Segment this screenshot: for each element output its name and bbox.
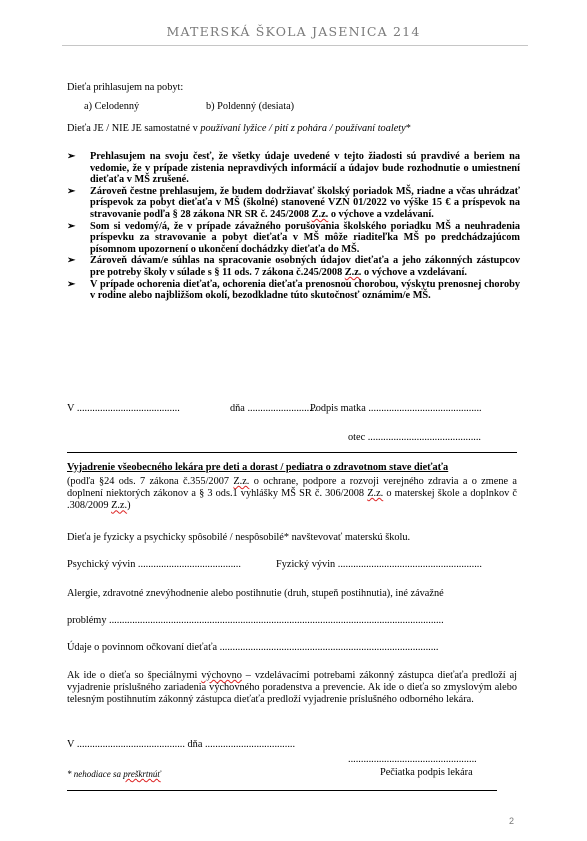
- bottom-divider: [67, 790, 497, 791]
- independence-options: používaní lyžice / pití z pohára / používaní toalety: [200, 123, 406, 134]
- mother-signature-field[interactable]: Podpis matka ............................................: [310, 403, 482, 414]
- father-signature-field[interactable]: otec ............................................: [348, 432, 481, 443]
- psychic-development-field[interactable]: Psychický vývin ........................................: [67, 559, 241, 570]
- section-divider: [67, 452, 517, 453]
- sign-place-field[interactable]: V ........................................: [67, 403, 180, 414]
- footnote: * nehodiace sa preškrtnúť: [67, 769, 161, 779]
- arrow-bullet-icon: ➢: [67, 278, 76, 290]
- header-divider: [62, 45, 528, 46]
- declaration-item: [67, 279, 520, 302]
- school-header: MATERSKÁ ŠKOLA JASENICA 214: [166, 24, 421, 39]
- declaration-item: [67, 186, 520, 221]
- doctor-signature-line[interactable]: ..................................................: [348, 754, 477, 765]
- declaration-text: Zároveň čestne prehlasujem, že budem dodržiavať školský poriadok MŠ, riadne a včas uhrádzať príspevok za pobyt dieťaťa v MŠ (školné) stanovené VZN 01/2022 vo výške 15 € a príspevok na stravovanie podľa § 28 zákona NR SR č. 245/2008 Z.z. o výchove a vzdelávaní.: [90, 185, 520, 220]
- declaration-text: V prípade ochorenia dieťaťa, ochorenia dieťaťa prenosnou chorobou, výskytu prenosnej choroby v rodine alebo najbližšom okolí, bezodkladne túto skutočnosť oznámim/e MŠ.: [90, 278, 520, 302]
- stay-label: Dieťa prihlasujem na pobyt:: [67, 82, 184, 93]
- arrow-bullet-icon: ➢: [67, 185, 76, 197]
- declaration-item: [67, 255, 520, 278]
- problems-field[interactable]: problémy ..................................................................................................................................: [67, 615, 444, 626]
- doctor-law-reference: (podľa §24 ods. 7 zákona č.355/2007 Z.z. o ochrane, podpore a rozvoji verejného zdravia a o zmene a doplnení niektorých zákonov a § 3 ods.1 vyhlášky MŠ SR č. 306/2008 Z.z. o materskej škole a doplnkov č .308/2009 Z.z.): [67, 476, 518, 512]
- independence-prefix: Dieťa JE / NIE JE samostatné v: [67, 123, 201, 134]
- independence-suffix: *: [405, 123, 411, 134]
- doctor-place-date-field[interactable]: V .......................................... dňa ...................................: [67, 739, 296, 750]
- declaration-item: [67, 221, 520, 256]
- arrow-bullet-icon: ➢: [67, 255, 76, 267]
- declaration-text: Prehlasujem na svoju česť, že všetky údaje uvedené v tejto žiadosti sú pravdivé a beriem na vedomie, že v prípade zistenia nepravdivých informácií a údajov bude rozhodnutie o umiestnení dieťaťa v MŠ zrušené.: [90, 151, 520, 186]
- declaration-text: Zároveň dávam/e súhlas na spracovanie osobných údajov dieťaťa a jeho zákonných zástupcov pre potreby školy v súlade s § 11 ods. 7 zákona č.245/2008 Z.z. o výchove a vzdelávaní.: [90, 255, 520, 278]
- fitness-statement: Dieťa je fyzicky a psychicky spôsobilé / nespôsobilé* navštevovať materskú školu.: [67, 532, 411, 543]
- declarations-list: [67, 151, 520, 302]
- arrow-bullet-icon: ➢: [67, 151, 76, 162]
- physical-development-field[interactable]: Fyzický vývin ........................................................: [276, 559, 482, 570]
- declaration-text: Som si vedomý/á, že v prípade závažného porušovania školského poriadku MŠ a neuhradenia príspevku za stravovanie a pobyt dieťaťa v MŠ môže riaditeľka MŠ po predchádzajúcom písomnom upozornení o ukončení dochádzky dieťaťa do MŠ.: [90, 220, 520, 255]
- independence-line: [67, 123, 411, 136]
- sign-date-field[interactable]: dňa ...........................: [230, 403, 317, 414]
- vaccination-field[interactable]: Údaje o povinnom očkovaní dieťaťa .....................................................................................: [67, 642, 439, 653]
- doctor-section-title: Vyjadrenie všeobecného lekára pre deti a dorast / pediatra o zdravotnom stave dieťaťa: [67, 462, 449, 473]
- allergy-label: Alergie, zdravotné znevýhodnenie alebo postihnutie (druh, stupeň postihnutia), iné závažné: [67, 588, 444, 599]
- arrow-bullet-icon: ➢: [67, 220, 76, 232]
- page-number: 2: [509, 816, 515, 826]
- special-needs-note: Ak ide o dieťa so špeciálnymi výchovno – vzdelávacími potrebami zákonný zástupca dieťaťa predloží aj vyjadrenie príslušného zariadenia výchovného poradenstva a prevencie. Ak ide o dieťa so zmyslovým alebo telesným postihnutím zákonný zástupca dieťaťa predloží vyjadrenie príslušného odborného lekára.: [67, 670, 518, 706]
- declaration-item: [67, 151, 520, 186]
- doctor-stamp-label: Pečiatka podpis lekára: [380, 767, 473, 778]
- stay-option-half-day[interactable]: b) Poldenný (desiata): [206, 101, 295, 112]
- stay-option-full-day[interactable]: a) Celodenný: [84, 101, 140, 112]
